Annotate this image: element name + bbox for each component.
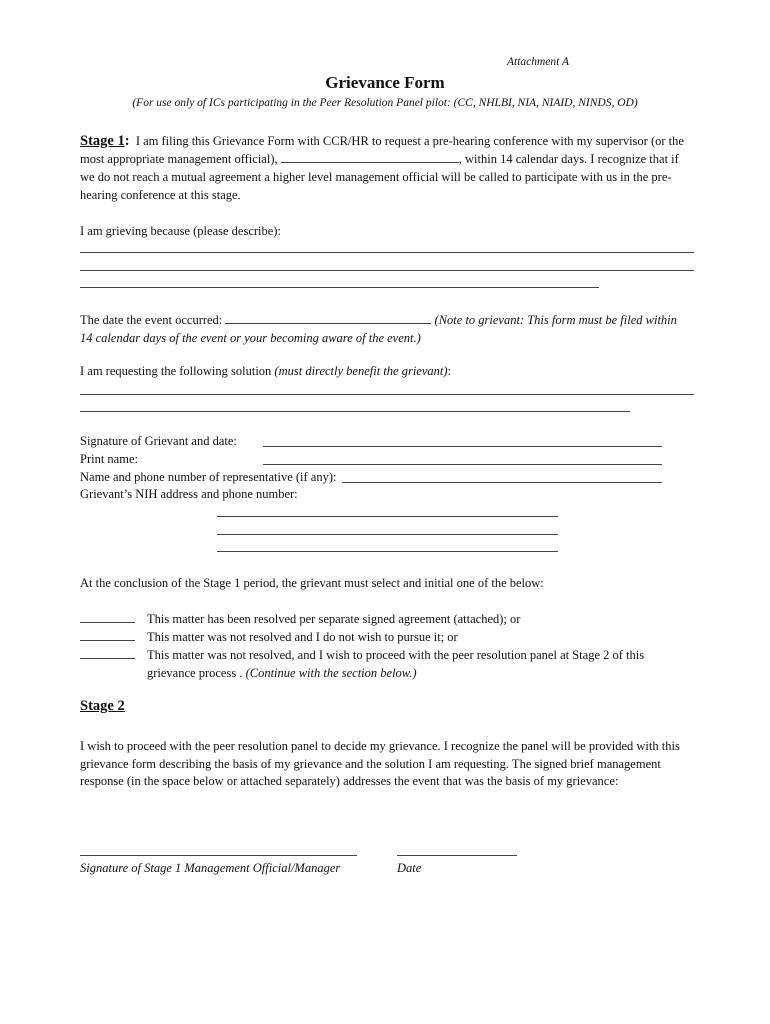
signature-field[interactable] [263, 446, 662, 447]
initial-field-option-2[interactable] [80, 640, 135, 641]
manager-date-field[interactable] [397, 855, 517, 856]
initial-field-option-3[interactable] [80, 658, 135, 659]
stage1-intro-text-1: I am filing this Grievance Form with CCR/HR to request a pre-hearing conference with my supervisor (or the most appropriate management official), [80, 134, 684, 166]
page-subtitle: (For use only of ICs participating in the Peer Resolution Panel pilot: (CC, NHLBI, NIA, NIAID, NINDS, OD) [132, 97, 638, 109]
option-3-continuation [147, 664, 687, 682]
stage1-heading: Stage 1 [80, 133, 125, 149]
manager-date-caption: Date [397, 861, 422, 875]
print-name-field[interactable] [263, 464, 662, 465]
conclusion-text: At the conclusion of the Stage 1 period, the grievant must select and initial one of the below: [80, 576, 544, 590]
grievance-description-line-1[interactable] [80, 252, 694, 253]
solution-label-block [80, 364, 451, 379]
manager-signature-caption: Signature of Stage 1 Management Official/Manager [80, 861, 341, 875]
option-3-text: This matter was not resolved, and I wish to proceed with the peer resolution panel at Stage 2 of this [147, 648, 645, 662]
stage1-heading-colon: : [124, 133, 130, 149]
initial-field-option-1[interactable] [80, 622, 135, 623]
grievance-description-line-2[interactable] [80, 270, 694, 271]
stage2-heading: Stage 2 [80, 698, 125, 714]
signature-label: Signature of Grievant and date: [80, 434, 237, 448]
option-3-cont-note: (Continue with the section below.) [245, 666, 417, 680]
date-occurred-field[interactable] [225, 311, 431, 324]
representative-label: Name and phone number of representative (if any): [80, 470, 337, 484]
option-3-cont-text: grievance process . [147, 666, 246, 680]
solution-label: I am requesting the following solution [80, 364, 275, 378]
attachment-label: Attachment A [507, 56, 570, 68]
date-occurred-label: The date the event occurred: [80, 313, 223, 327]
stage2-paragraph: I wish to proceed with the peer resolution panel to decide my grievance. I recognize the panel will be provided with this grievance form describing the basis of my grievance and the solution I am requesting. The signed brief management response (in the space below or attached separately) addresses the event that was the basis of my grievance: [80, 739, 680, 788]
solution-line-1[interactable] [80, 394, 694, 395]
solution-colon: : [447, 364, 452, 378]
date-note: (Note to grievant: This form must be filed within 14 calendar days of the event or your becoming aware of the event.) [80, 313, 677, 345]
solution-line-2[interactable] [80, 411, 630, 412]
grievance-description-line-3[interactable] [80, 287, 599, 288]
print-name-label: Print name: [80, 452, 138, 466]
address-line-2[interactable] [217, 534, 558, 535]
address-line-1[interactable] [217, 516, 558, 517]
stage1-intro-text-2: , within 14 calendar days. I recognize that if we do not reach a mutual agreement a higher level management official will be called to participate with us in the pre-hearing conference at this stage. [80, 152, 679, 202]
stage1-intro [80, 132, 692, 204]
solution-note: (must directly benefit the grievant) [274, 364, 448, 378]
option-2-text: This matter was not resolved and I do not wish to pursue it; or [147, 630, 458, 644]
date-occurred-block [80, 311, 692, 347]
address-label: Grievant’s NIH address and phone number: [80, 487, 298, 501]
page-title: Grievance Form [325, 73, 445, 92]
supervisor-name-field[interactable] [281, 150, 459, 163]
representative-field[interactable] [342, 482, 662, 483]
grieving-label: I am grieving because (please describe): [80, 224, 281, 238]
option-1-text: This matter has been resolved per separate signed agreement (attached); or [147, 612, 521, 626]
manager-signature-field[interactable] [80, 855, 357, 856]
address-line-3[interactable] [217, 551, 558, 552]
